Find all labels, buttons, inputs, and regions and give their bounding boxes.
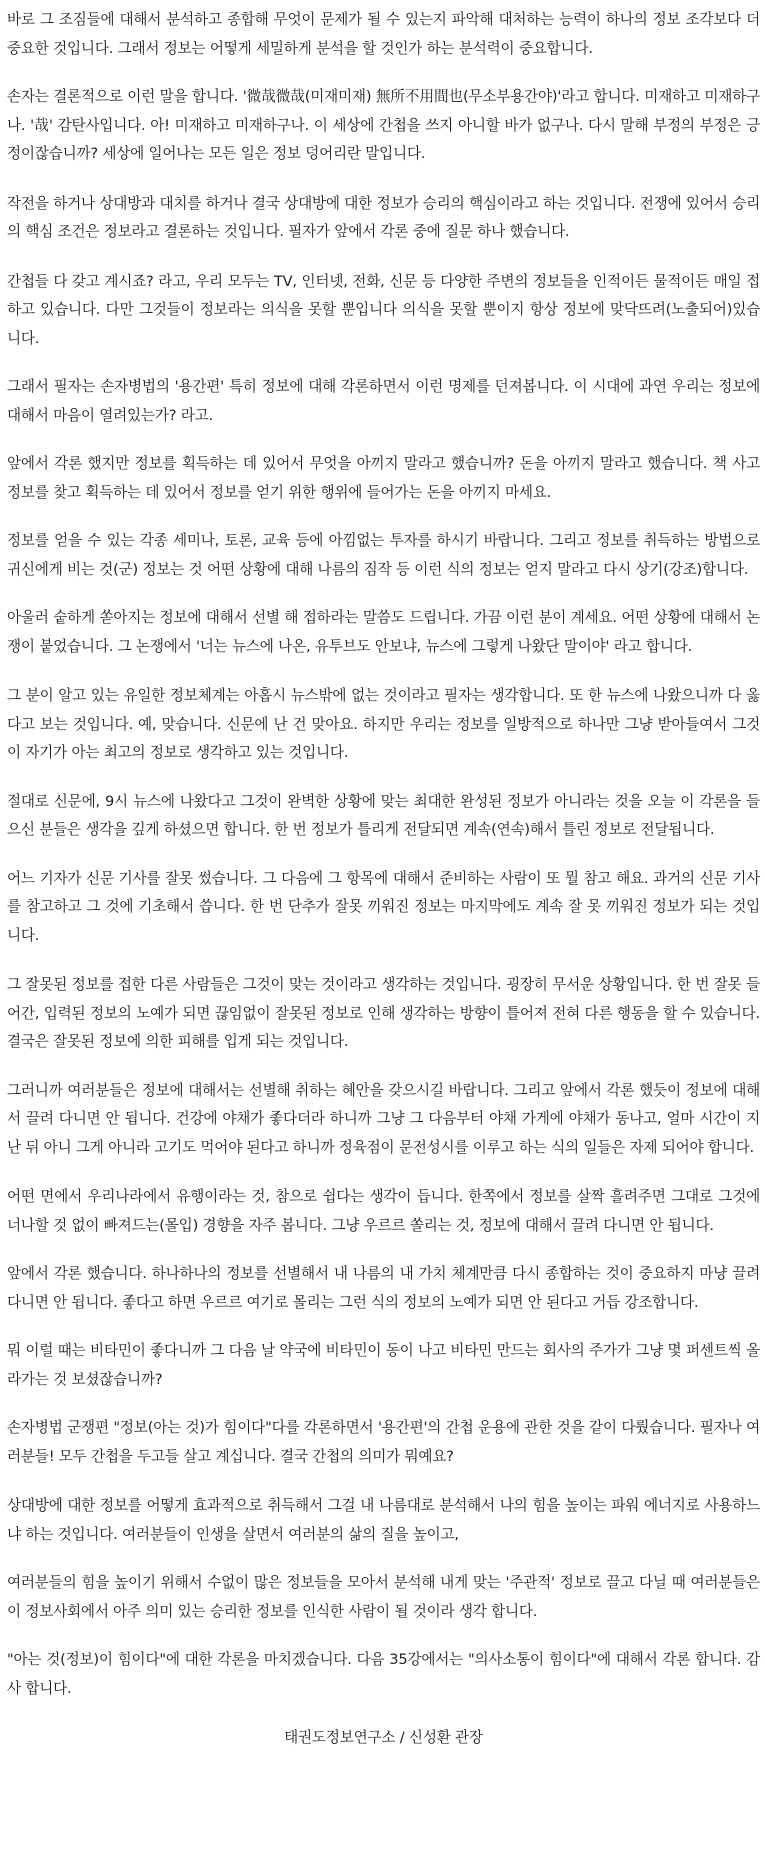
paragraph-10: 절대로 신문에, 9시 뉴스에 나왔다고 그것이 완벽한 상황에 맞는 최대한 완성된 정보가 아니라는 것을 오늘 이 각론을 들으신 분들은 생각을 깊게 하셨으면 합니다. 한 번 정보가 틀리게 전달되면 계속(연속)해서 틀린 정보로 전달됩니다. <box>7 792 760 838</box>
paragraph-8: 아울러 숱하게 쏟아지는 정보에 대해서 선별 해 접하라는 말씀도 드립니다. 가끔 이런 분이 계세요. 어떤 상황에 대해서 논쟁이 붙었습니다. 그 논쟁에서 '너는 뉴스에 나온, 유투브도 안보냐, 뉴스에 그렇게 나왔단 말이야' 라고 합니다. <box>7 609 760 655</box>
paragraph-20: "아는 것(정보)이 힘이다"에 대한 각론을 마치겠습니다. 다음 35강에서는 "의사소통이 힘이다"에 대해서 각론 합니다. 감사 합니다. <box>7 1651 760 1697</box>
paragraph-13: 그러니까 여러분들은 정보에 대해서는 선별해 취하는 혜안을 갖으시길 바랍니다. 그리고 앞에서 각론 했듯이 정보에 대해서 끌려 다니면 안 됩니다. 건강에 야채가 좋다더라 하니까 그냥 그 다음부터 야채 가게에 야채가 동나고, 얼마 시간이 지난 뒤 아니 그게 아니라 고기도 먹어야 된다고 하니까 정육점이 문전성시를 이루고 하는 식의 일들은 자제 되어야 합니다. <box>7 1081 760 1156</box>
paragraph-15: 앞에서 각론 했습니다. 하나하나의 정보를 선별해서 내 나름의 내 가치 체계만큼 다시 종합하는 것이 중요하지 마냥 끌려 다니면 안 됩니다. 좋다고 하면 우르르 여기로 몰리는 그런 식의 정보의 노예가 되면 안 된다고 거듭 강조합니다. <box>7 1265 760 1311</box>
paragraph-2: 손자는 결론적으로 이런 말을 합니다. '微哉微哉(미재미재) 無所不用間也(무소부용간야)'라고 합니다. 미재하고 미재하구나. '哉' 감탄사입니다. 아! 미재하고 미재하구나. 이 세상에 간첩을 쓰지 아니할 바가 없구나. 다시 말해 부정의 부정은 긍정이잖습니까? 세상에 일어나는 모든 일은 정보 덩어리란 말입니다. <box>7 88 760 162</box>
paragraph-19: 여러분들의 힘을 높이기 위해서 수없이 많은 정보들을 모아서 분석해 내게 맞는 '주관적' 정보로 끌고 다닐 때 여러분들은 이 정보사회에서 아주 의미 있는 승리한 정보를 인식한 사람이 될 것이라 생각 합니다. <box>7 1574 760 1620</box>
author-signature: 태권도정보연구소 / 신성환 관장 <box>284 1729 483 1746</box>
paragraph-6: 앞에서 각론 했지만 정보를 획득하는 데 있어서 무엇을 아끼지 말라고 했습니까? 돈을 아끼지 말라고 했습니다. 책 사고 정보를 찾고 획득하는 데 있어서 정보를 얻기 위한 행위에 들어가는 돈을 아끼지 마세요. <box>7 455 760 501</box>
paragraph-17: 손자병법 군쟁편 "정보(아는 것)가 힘이다"다를 각론하면서 '용간편'의 간첩 운용에 관한 것을 같이 다뤘습니다. 필자나 여러분들! 모두 간첩을 두고들 살고 계십니다. 결국 간첩의 의미가 뭐예요? <box>7 1419 760 1465</box>
paragraph-5: 그래서 필자는 손자병법의 '용간편' 특히 정보에 대해 각론하면서 이런 명제를 던져봅니다. 이 시대에 과연 우리는 정보에 대해서 마음이 열려있는가? 라고. <box>7 378 760 424</box>
paragraph-12: 그 잘못된 정보를 접한 다른 사람들은 그것이 맞는 것이라고 생각하는 것입니다. 굉장히 무서운 상황입니다. 한 번 잘못 들어간, 입력된 정보의 노예가 되면 끊임없이 잘못된 정보로 인해 생각하는 방향이 틀어져 전혀 다른 행동을 할 수 있습니다. 결국은 잘못된 정보에 의한 피해를 입게 되는 것입니다. <box>7 976 760 1050</box>
paragraph-9: 그 분이 알고 있는 유일한 정보체계는 아홉시 뉴스밖에 없는 것이라고 필자는 생각합니다. 또 한 뉴스에 나왔으니까 다 옳다고 보는 것입니다. 예, 맞습니다. 신문에 난 건 맞아요. 하지만 우리는 정보를 일방적으로 하나만 그냥 받아들여서 그것이 자기가 아는 최고의 정보로 생각하고 있는 것입니다. <box>7 687 760 761</box>
paragraph-18: 상대방에 대한 정보를 어떻게 효과적으로 취득해서 그걸 내 나름대로 분석해서 나의 힘을 높이는 파워 에너지로 사용하느냐 하는 것입니다. 여러분들이 인생을 살면서 여러분의 삶의 질을 높이고, <box>7 1497 760 1543</box>
paragraph-3: 작전을 하거나 상대방과 대치를 하거나 결국 상대방에 대한 정보가 승리의 핵심이라고 하는 것입니다. 전쟁에 있어서 승리의 핵심 조건은 정보라고 결론하는 것입니다. 필자가 앞에서 각론 중에 질문 하나 했습니다. <box>7 194 760 240</box>
paragraph-14: 어떤 면에서 우리나라에서 유행이라는 것, 참으로 쉽다는 생각이 듭니다. 한쪽에서 정보를 살짝 흘려주면 그대로 그것에 너나할 것 없이 빠져드는(몰입) 경향을 자주 봅니다. 그냥 우르르 쏠리는 것, 정보에 대해서 끌려 다니면 안 됩니다. <box>7 1188 760 1234</box>
paragraph-1: 바로 그 조짐들에 대해서 분석하고 종합해 무엇이 문제가 될 수 있는지 파악해 대처하는 능력이 하나의 정보 조각보다 더 중요한 것입니다. 그래서 정보는 어떻게 세밀하게 분석을 할 것인가 하는 분석력이 중요합니다. <box>7 11 760 57</box>
paragraph-7: 정보를 얻을 수 있는 각종 세미나, 토론, 교육 등에 아낌없는 투자를 하시기 바랍니다. 그리고 정보를 취득하는 방법으로 귀신에게 비는 것(군) 정보는 것 어떤 상황에 대해 나름의 짐작 등 이런 식의 정보는 얻지 말라고 다시 상기(강조)합니다. <box>7 532 760 578</box>
paragraph-11: 어느 기자가 신문 기사를 잘못 썼습니다. 그 다음에 그 항목에 대해서 준비하는 사람이 또 뭘 참고 해요. 과거의 신문 기사를 참고하고 그 것에 기초해서 씁니다. 한 번 단추가 잘못 끼워진 정보는 마지막에도 계속 잘 못 끼워진 정보가 되는 것입니다. <box>7 869 761 944</box>
paragraph-16: 뭐 이럴 때는 비타민이 좋다니까 그 다음 날 약국에 비타민이 동이 나고 비타민 만드는 회사의 주가가 그냥 몇 퍼센트씩 올라가는 것 보셨잖습니까? <box>7 1342 760 1388</box>
paragraph-4: 간첩들 다 갖고 계시죠? 라고, 우리 모두는 TV, 인터넷, 전화, 신문 등 다양한 주변의 정보들을 인적이든 물적이든 매일 접하고 있습니다. 다만 그것들이 정보라는 의식을 못할 뿐입니다 의식을 못할 뿐이지 항상 정보에 맞닥뜨려(노출되어)있습니다. <box>7 272 760 347</box>
